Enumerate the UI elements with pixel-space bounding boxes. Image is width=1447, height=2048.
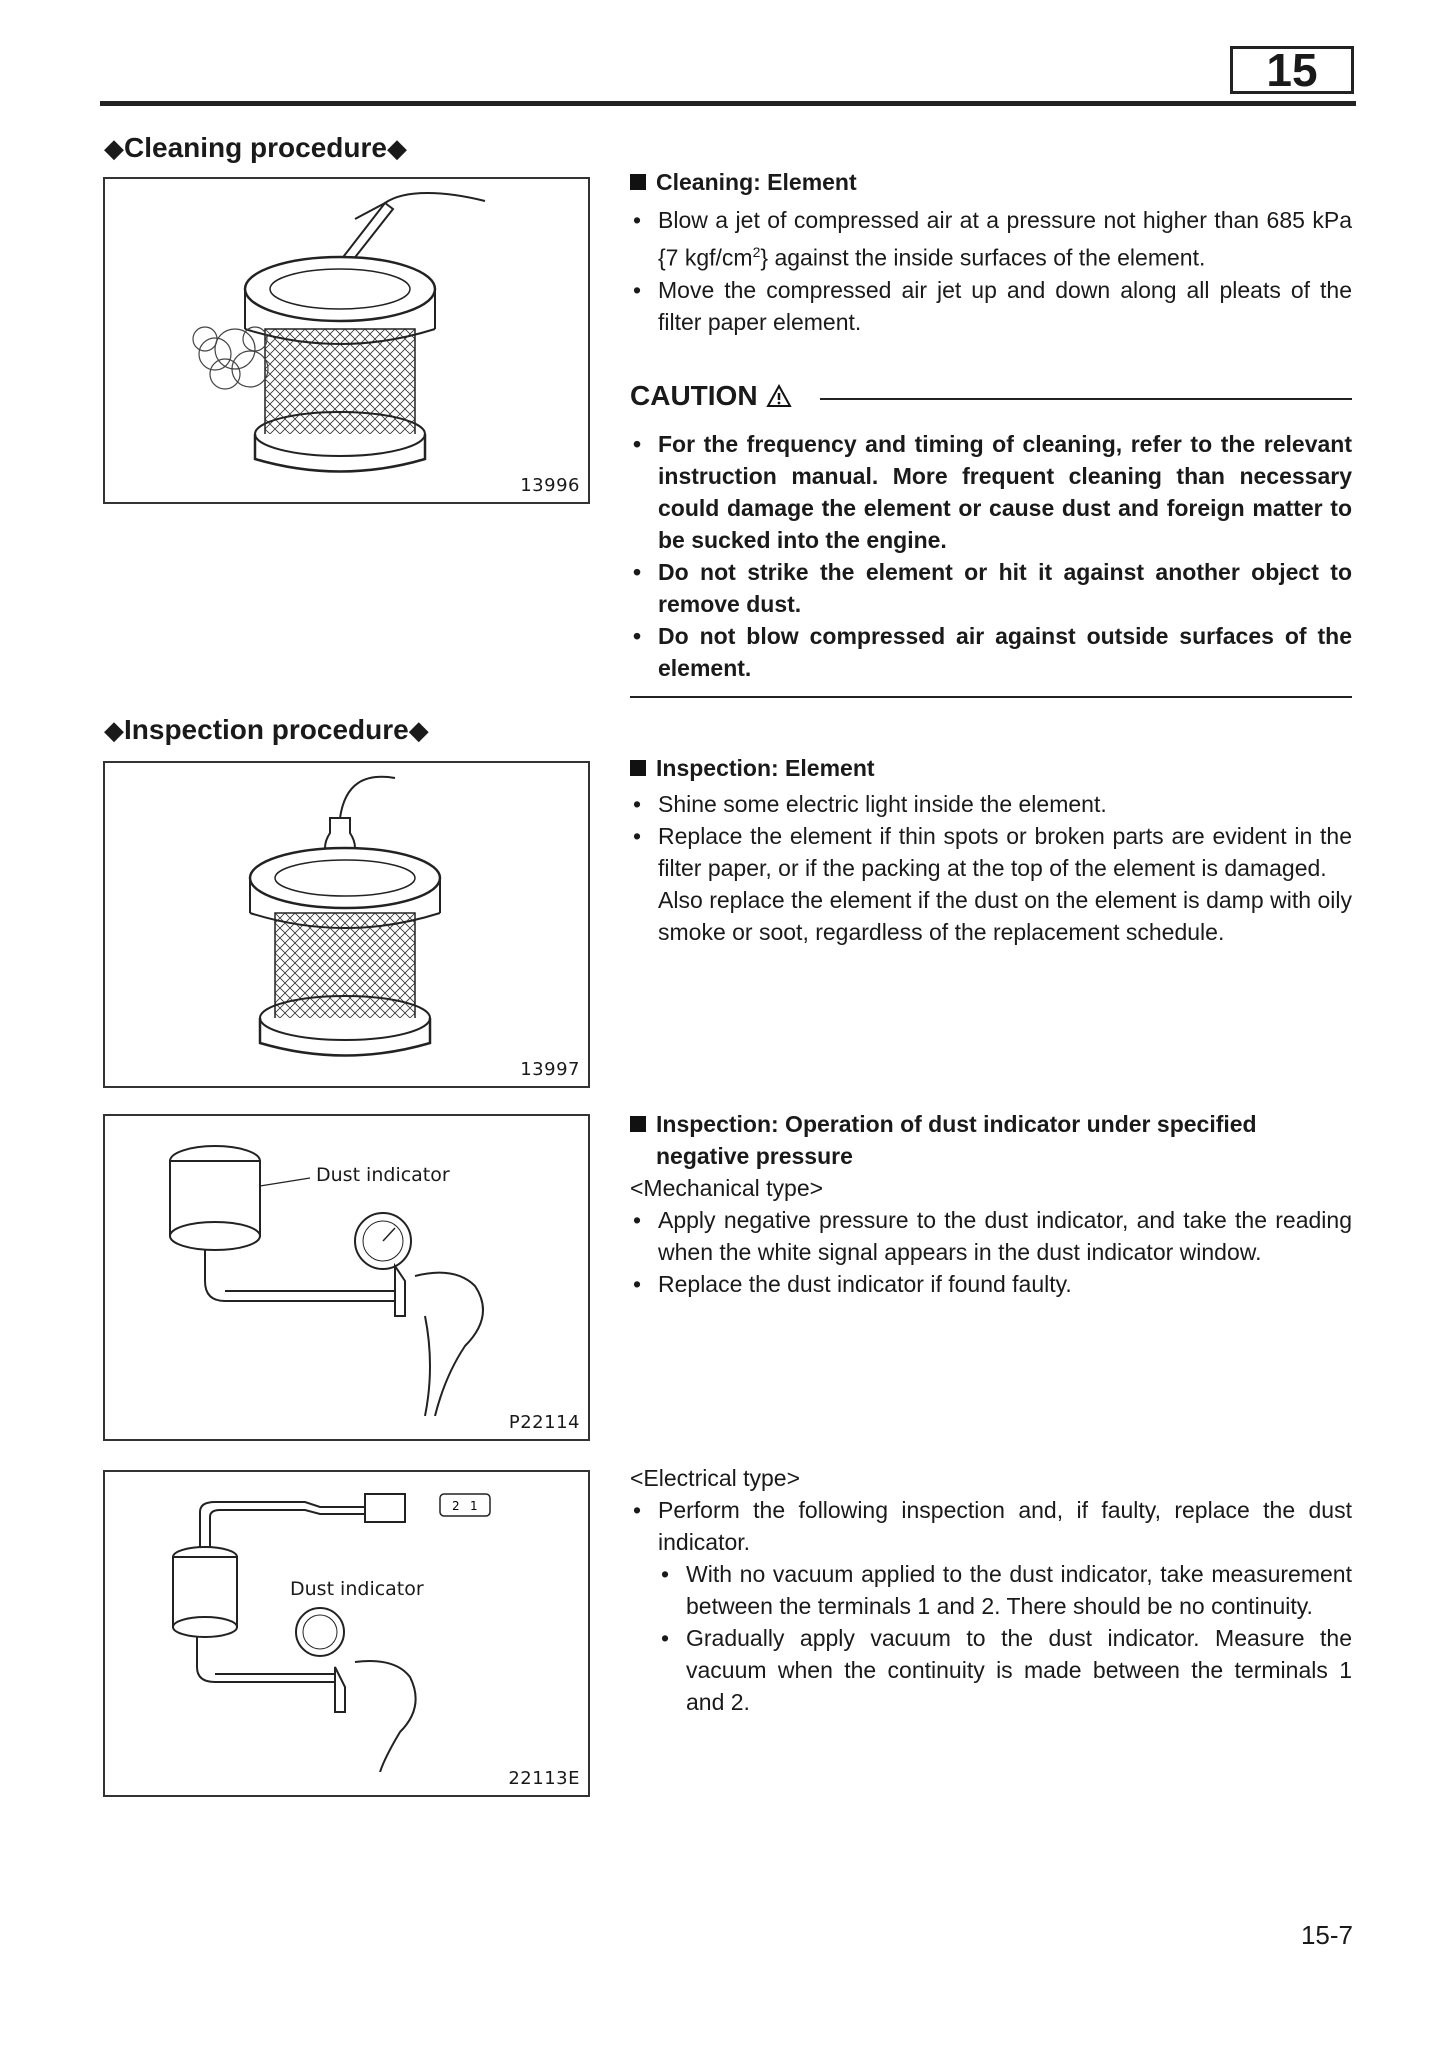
caution-header [630, 374, 1352, 418]
cleaning-text [630, 166, 1352, 698]
list-item: • Gradually apply vacuum to the dust indicator. Measure the vacuum when the continuity is made between the terminals 1 and 2. [658, 1622, 1352, 1718]
square-bullet-icon [630, 1116, 646, 1132]
caution-item: • Do not blow compressed air against outside surfaces of the element. [630, 620, 1352, 684]
inspection-element-heading [630, 752, 1352, 784]
list-item [630, 820, 1352, 948]
inspection-bullets [630, 788, 1352, 948]
list-item: • Apply negative pressure to the dust indicator, and take the reading when the white signal appears in the dust indicator window. [630, 1204, 1352, 1268]
bullet-continuation: Also replace the element if the dust on the element is damp with oily smoke or soot, regardless of the replacement schedule. [658, 887, 1352, 945]
dust-indicator-label: Dust indicator [290, 1578, 424, 1600]
dust-indicator-heading-text: Inspection: Operation of dust indicator under specified negative pressure [656, 1111, 1257, 1169]
figure-inspection [103, 761, 590, 1088]
figure-mechanical-dust-indicator [103, 1114, 590, 1441]
square-bullet-icon [630, 760, 646, 776]
figure-number: P22114 [508, 1412, 580, 1433]
bullet-text: Blow a jet of compressed air at a pressure not higher than 685 kPa {7 kgf/cm [658, 207, 1352, 271]
square-bullet-icon [630, 174, 646, 190]
diamond-icon: ◆ [104, 715, 124, 745]
caution-title [630, 374, 792, 418]
superscript: 2 [752, 244, 761, 260]
figure-cleaning [103, 177, 590, 504]
bullet-text: } against the inside surfaces of the element. [760, 244, 1206, 271]
inspection-heading [104, 713, 429, 747]
caution-list [630, 428, 1352, 684]
bullet-text: Perform the following inspection and, if faulty, replace the dust indicator. [658, 1497, 1352, 1555]
mechanical-bullets [630, 1204, 1352, 1300]
figure-number: 13996 [520, 475, 580, 496]
caution-bottom-rule [630, 696, 1352, 698]
connector-pin-label: 2 [452, 1499, 460, 1513]
caution-title-text: CAUTION [630, 379, 758, 411]
diamond-icon: ◆ [104, 133, 124, 163]
bullet-text: Replace the element if thin spots or broken parts are evident in the filter paper, or if the packing at the top of the element is damaged. [658, 823, 1352, 881]
mechanical-type-label: <Mechanical type> [630, 1175, 824, 1201]
diamond-icon: ◆ [386, 133, 407, 163]
caution-item: • For the frequency and timing of cleaning, refer to the relevant instruction manual. More frequent cleaning than necessary could damage the element or cause dust and foreign matter to be sucked into the engine. [630, 428, 1352, 556]
mechanical-indicator-illustration [105, 1116, 588, 1416]
electrical-type-label: <Electrical type> [630, 1465, 801, 1491]
dust-indicator-text [630, 1108, 1352, 1300]
electrical-type-text [630, 1462, 1352, 1718]
header-rule [100, 101, 1356, 106]
electrical-bullets [630, 1494, 1352, 1718]
caution-item: • Do not strike the element or hit it against another object to remove dust. [630, 556, 1352, 620]
cleaning-heading [104, 131, 407, 165]
electrical-indicator-illustration [105, 1472, 588, 1772]
cleaning-bullets [630, 204, 1352, 338]
inspection-heading-text: Inspection procedure [124, 714, 409, 745]
dust-indicator-heading [630, 1108, 1352, 1172]
diamond-icon: ◆ [408, 715, 429, 745]
inspection-element-heading-text: Inspection: Element [656, 755, 875, 781]
electrical-sub-bullets [658, 1558, 1352, 1718]
page-number: 15-7 [1300, 1920, 1353, 1950]
cleaning-illustration [105, 179, 588, 479]
list-item [630, 204, 1352, 274]
list-item: • Replace the dust indicator if found faulty. [630, 1268, 1352, 1300]
list-item: • With no vacuum applied to the dust indicator, take measurement between the terminals 1 and 2. There should be no continuity. [658, 1558, 1352, 1622]
cleaning-element-heading-text: Cleaning: Element [656, 169, 857, 195]
cleaning-element-heading [630, 166, 1352, 198]
inspection-text [630, 752, 1352, 948]
figure-number: 13997 [520, 1059, 580, 1080]
dust-indicator-label: Dust indicator [316, 1164, 450, 1186]
caution-rule [820, 398, 1352, 400]
list-item: • Move the compressed air jet up and down along all pleats of the filter paper element. [630, 274, 1352, 338]
chapter-number: 15 [1266, 44, 1318, 96]
list-item: • Shine some electric light inside the element. [630, 788, 1352, 820]
connector-pin-label: 1 [470, 1499, 478, 1513]
warning-triangle-icon [766, 384, 792, 408]
figure-electrical-dust-indicator [103, 1470, 590, 1797]
cleaning-heading-text: Cleaning procedure [124, 132, 387, 163]
chapter-number-box [1230, 46, 1354, 94]
inspection-illustration [105, 763, 588, 1063]
figure-number: 22113E [508, 1768, 580, 1789]
list-item [630, 1494, 1352, 1718]
